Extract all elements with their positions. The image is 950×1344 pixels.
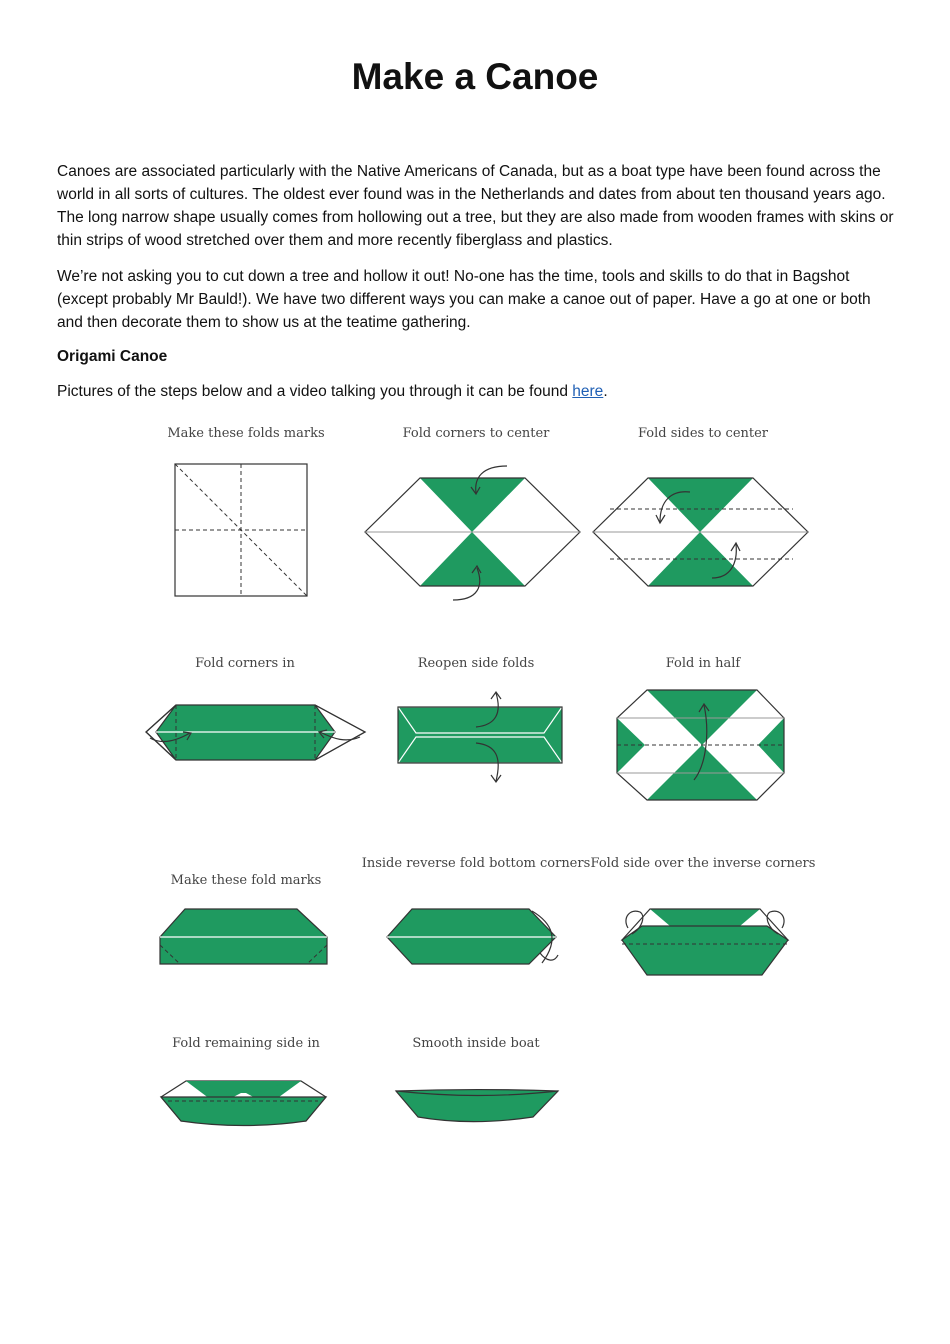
step-4-label: Fold corners in xyxy=(195,656,295,671)
step-2-label: Fold corners to center xyxy=(402,426,550,441)
intro-paragraph-2: We’re not asking you to cut down a tree and hollow it out! No-one has the time, tools and skills to do that in Bagshot (except probably Mr Bauld!). We have two different ways you can make a canoe out of paper. Have a go at one or both and then decorate them to show us at the teatime gathering. xyxy=(57,268,871,331)
step-6-label: Fold in half xyxy=(665,656,741,671)
instructions-line xyxy=(57,383,608,401)
arrow-head-bottom xyxy=(731,543,740,551)
intro-paragraph-1: Canoes are associated particularly with the Native Americans of Canada, but as a boat type have been found across the world in all sorts of cultures. The oldest ever found was in the Netherlands and dates from about ten thousand years ago. The long narrow shape usually comes from hollowing out a tree, but they are also made from wooden frames with skins or thin strips of wood stretched over them and more recently fiberglass and plastics. xyxy=(57,163,894,249)
step-10-diagram xyxy=(156,1075,331,1130)
step-5-label: Reopen side folds xyxy=(417,656,535,671)
step-4-diagram xyxy=(140,695,370,770)
step-2-diagram xyxy=(360,460,585,605)
step-6-diagram xyxy=(612,685,792,805)
step-3-label: Fold sides to center xyxy=(637,426,769,441)
video-link[interactable]: here xyxy=(572,383,604,400)
step-5-diagram xyxy=(392,685,567,785)
step-1-label: Make these folds marks xyxy=(167,426,325,441)
step-7-label: Make these fold marks xyxy=(170,873,322,888)
bottom-triangle xyxy=(420,532,525,586)
step-9-label: Fold side over the inverse corners xyxy=(590,856,816,871)
back-flap xyxy=(650,909,760,926)
bottom-reopened-flap xyxy=(398,737,562,763)
step-1-diagram xyxy=(170,460,315,602)
step-7-diagram xyxy=(155,905,335,970)
step-8-label: Inside reverse fold bottom corners xyxy=(361,856,591,871)
step-10-label: Fold remaining side in xyxy=(172,1036,320,1051)
corner-arrow xyxy=(540,953,558,960)
top-triangle xyxy=(420,478,525,532)
step-11-diagram xyxy=(393,1085,563,1125)
page-title: Make a Canoe xyxy=(351,56,599,97)
step-3-diagram xyxy=(588,460,813,605)
top-reopened-flap xyxy=(398,707,562,733)
step-8-diagram xyxy=(382,905,567,970)
section-heading: Origami Canoe xyxy=(57,348,168,365)
instructions-end: . xyxy=(603,383,608,400)
step-11-label: Smooth inside boat xyxy=(412,1036,540,1051)
step-9-diagram xyxy=(612,900,797,980)
front-body xyxy=(622,926,788,975)
instructions-text: Pictures of the steps below and a video talking you through it can be found xyxy=(57,383,573,400)
